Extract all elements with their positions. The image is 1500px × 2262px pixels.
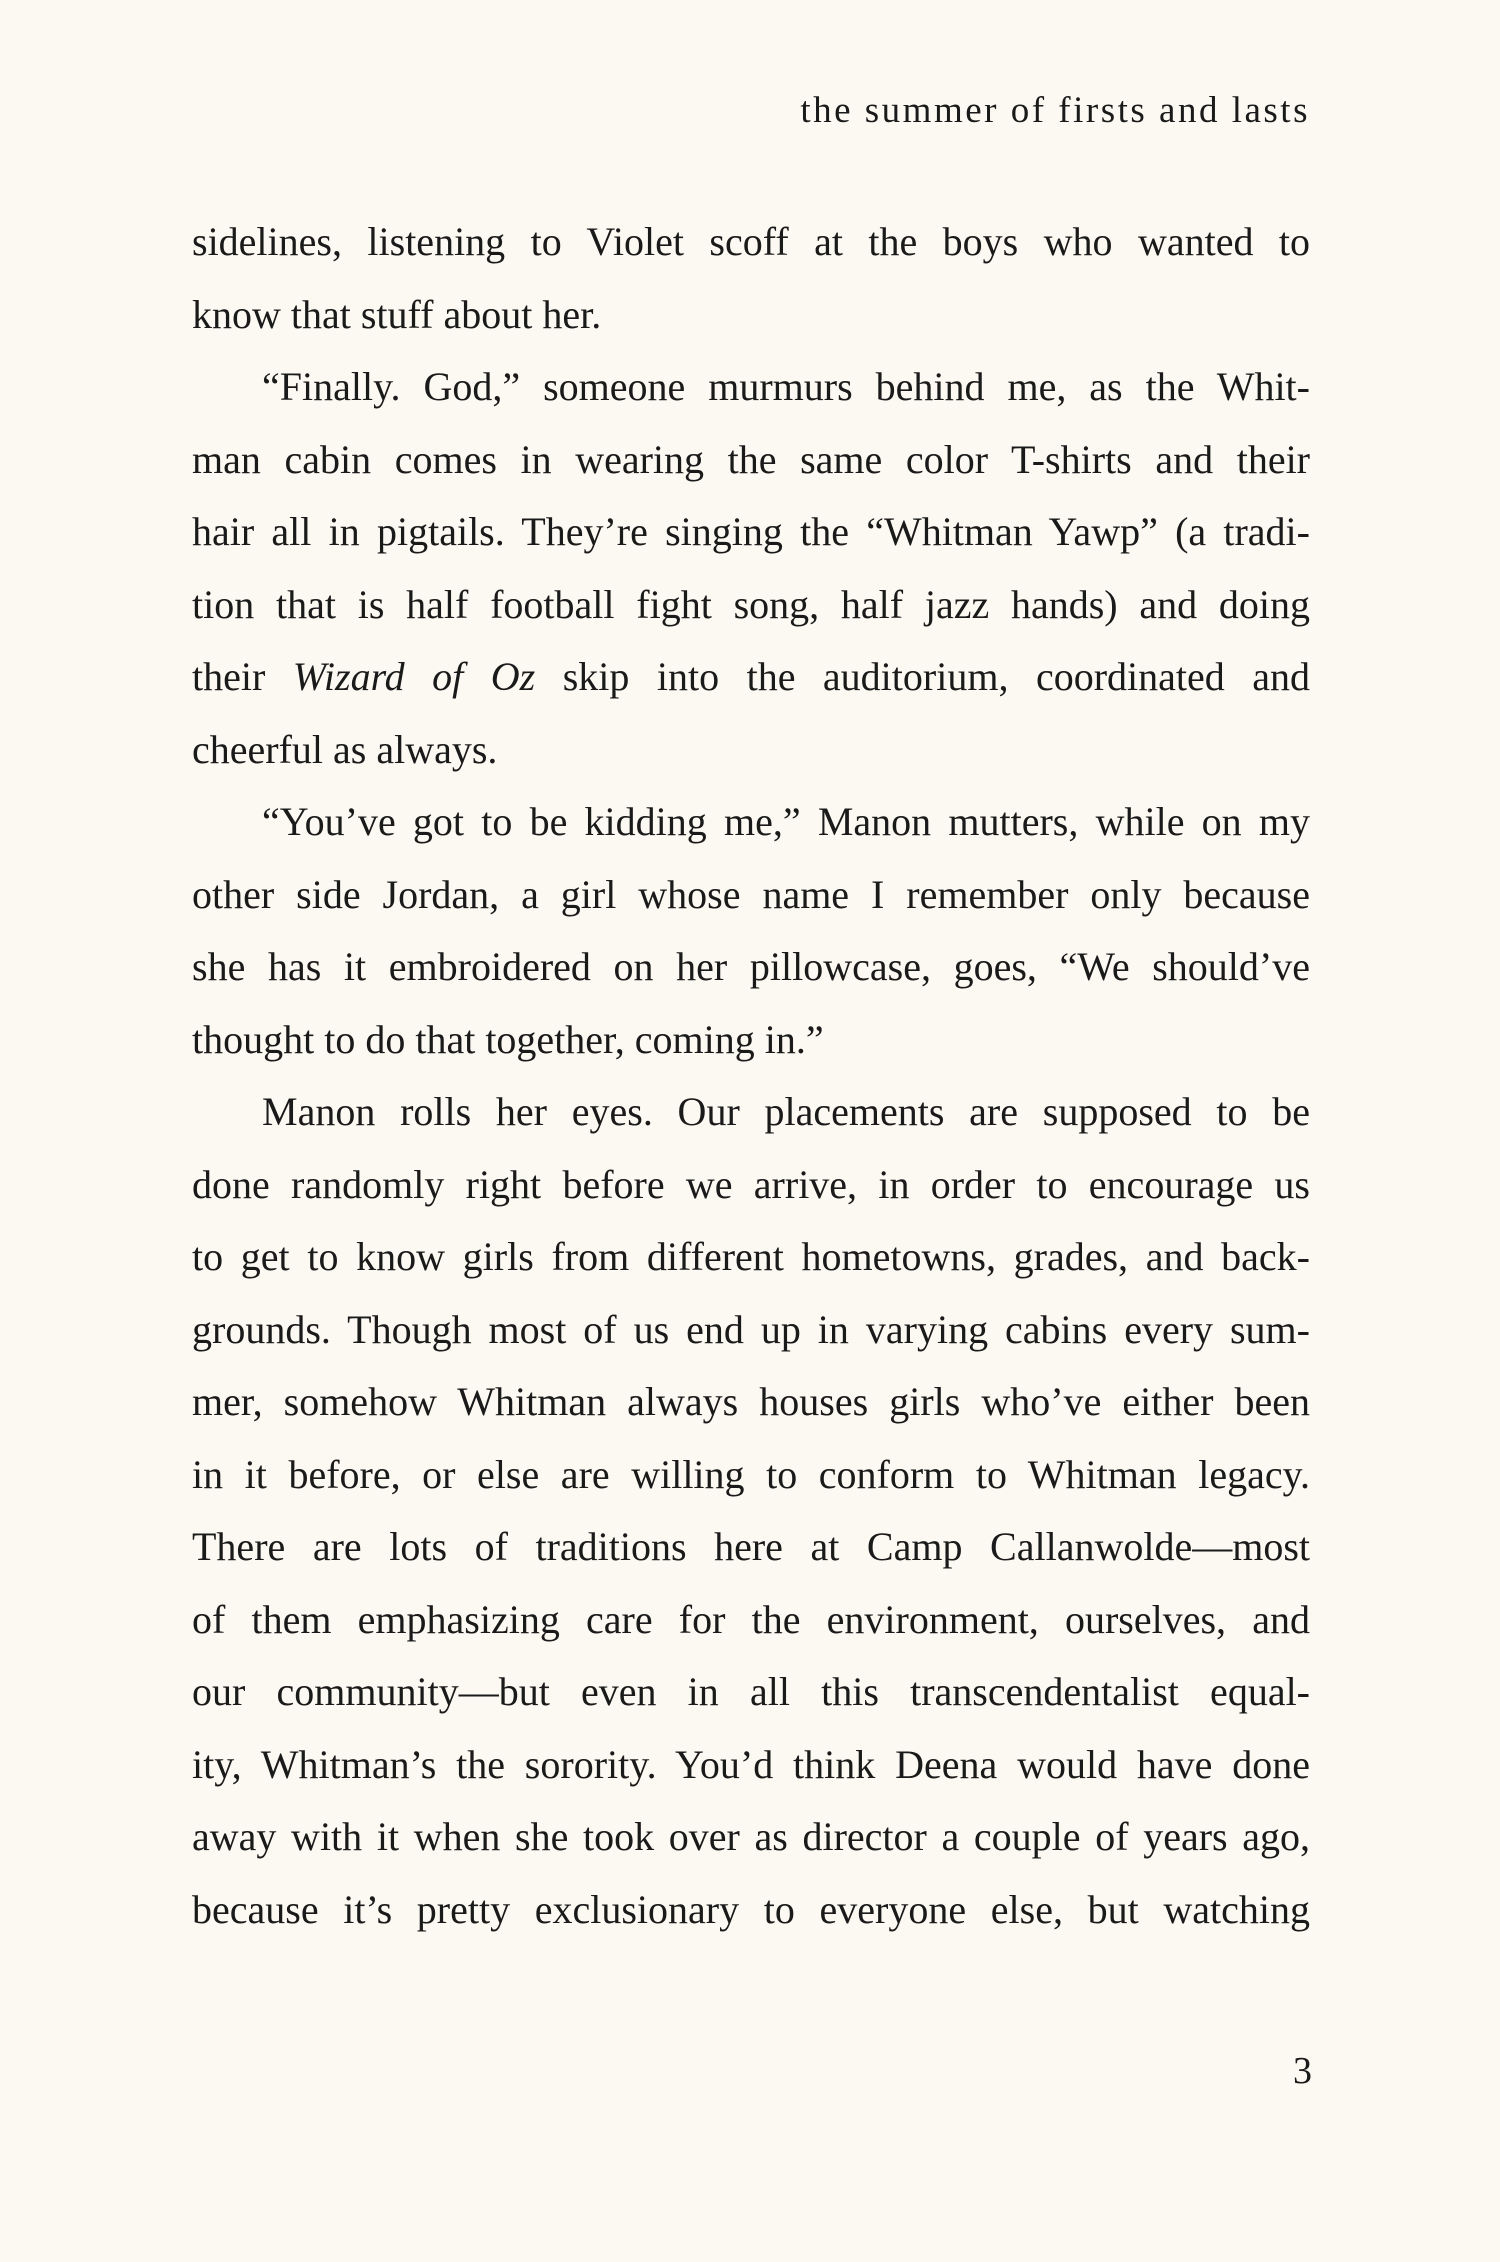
text-line: ity, Whitman’s the sorority. You’d think Deena would have done — [192, 1741, 1310, 1787]
text-line: thought to do that together, coming in.” — [192, 1016, 824, 1062]
text-line: cheerful as always. — [192, 726, 498, 772]
text-segment: skip into the auditorium, coordinated and — [535, 654, 1310, 699]
text-line: Manon rolls her eyes. Our placements are supposed to be — [262, 1089, 1310, 1134]
text-line: “You’ve got to be kidding me,” Manon mutters, while on my — [262, 799, 1310, 844]
text-line: she has it embroidered on her pillowcase, goes, “We should’ve — [192, 944, 1310, 989]
italic-title: Wizard of Oz — [292, 654, 536, 699]
text-line: tion that is half football fight song, half jazz hands) and doing — [192, 581, 1310, 627]
running-head: the summer of firsts and lasts — [800, 90, 1310, 131]
page-number: 3 — [1293, 2050, 1312, 2092]
text-line: our community—but even in all this transcendentalist equal- — [192, 1669, 1310, 1714]
text-segment: their — [192, 654, 293, 699]
text-line: know that stuff about her. — [192, 291, 602, 337]
text-line: to get to know girls from different hometowns, grades, and back- — [192, 1234, 1310, 1279]
text-line: hair all in pigtails. They’re singing the “Whitman Yawp” (a tradi- — [192, 509, 1310, 554]
text-line: away with it when she took over as director a couple of years ago, — [192, 1814, 1310, 1859]
text-line: There are lots of traditions here at Camp Callanwolde—most — [192, 1524, 1310, 1569]
text-line: mer, somehow Whitman always houses girls who’ve either been — [192, 1379, 1310, 1424]
text-line: in it before, or else are willing to conform to Whitman legacy. — [192, 1451, 1310, 1497]
text-line: other side Jordan, a girl whose name I remember only because — [192, 871, 1310, 917]
text-line: of them emphasizing care for the environment, ourselves, and — [192, 1596, 1310, 1642]
text-line: sidelines, listening to Violet scoff at the boys who wanted to — [192, 219, 1310, 264]
text-line: grounds. Though most of us end up in varying cabins every sum- — [192, 1306, 1310, 1352]
body-text — [192, 206, 1310, 1946]
text-line: because it’s pretty exclusionary to everyone else, but watching — [192, 1886, 1310, 1932]
text-line: “Finally. God,” someone murmurs behind me, as the Whit- — [262, 364, 1310, 409]
text-line: done randomly right before we arrive, in order to encourage us — [192, 1161, 1310, 1207]
text-line — [192, 641, 1310, 714]
text-line: man cabin comes in wearing the same color T-shirts and their — [192, 436, 1310, 482]
